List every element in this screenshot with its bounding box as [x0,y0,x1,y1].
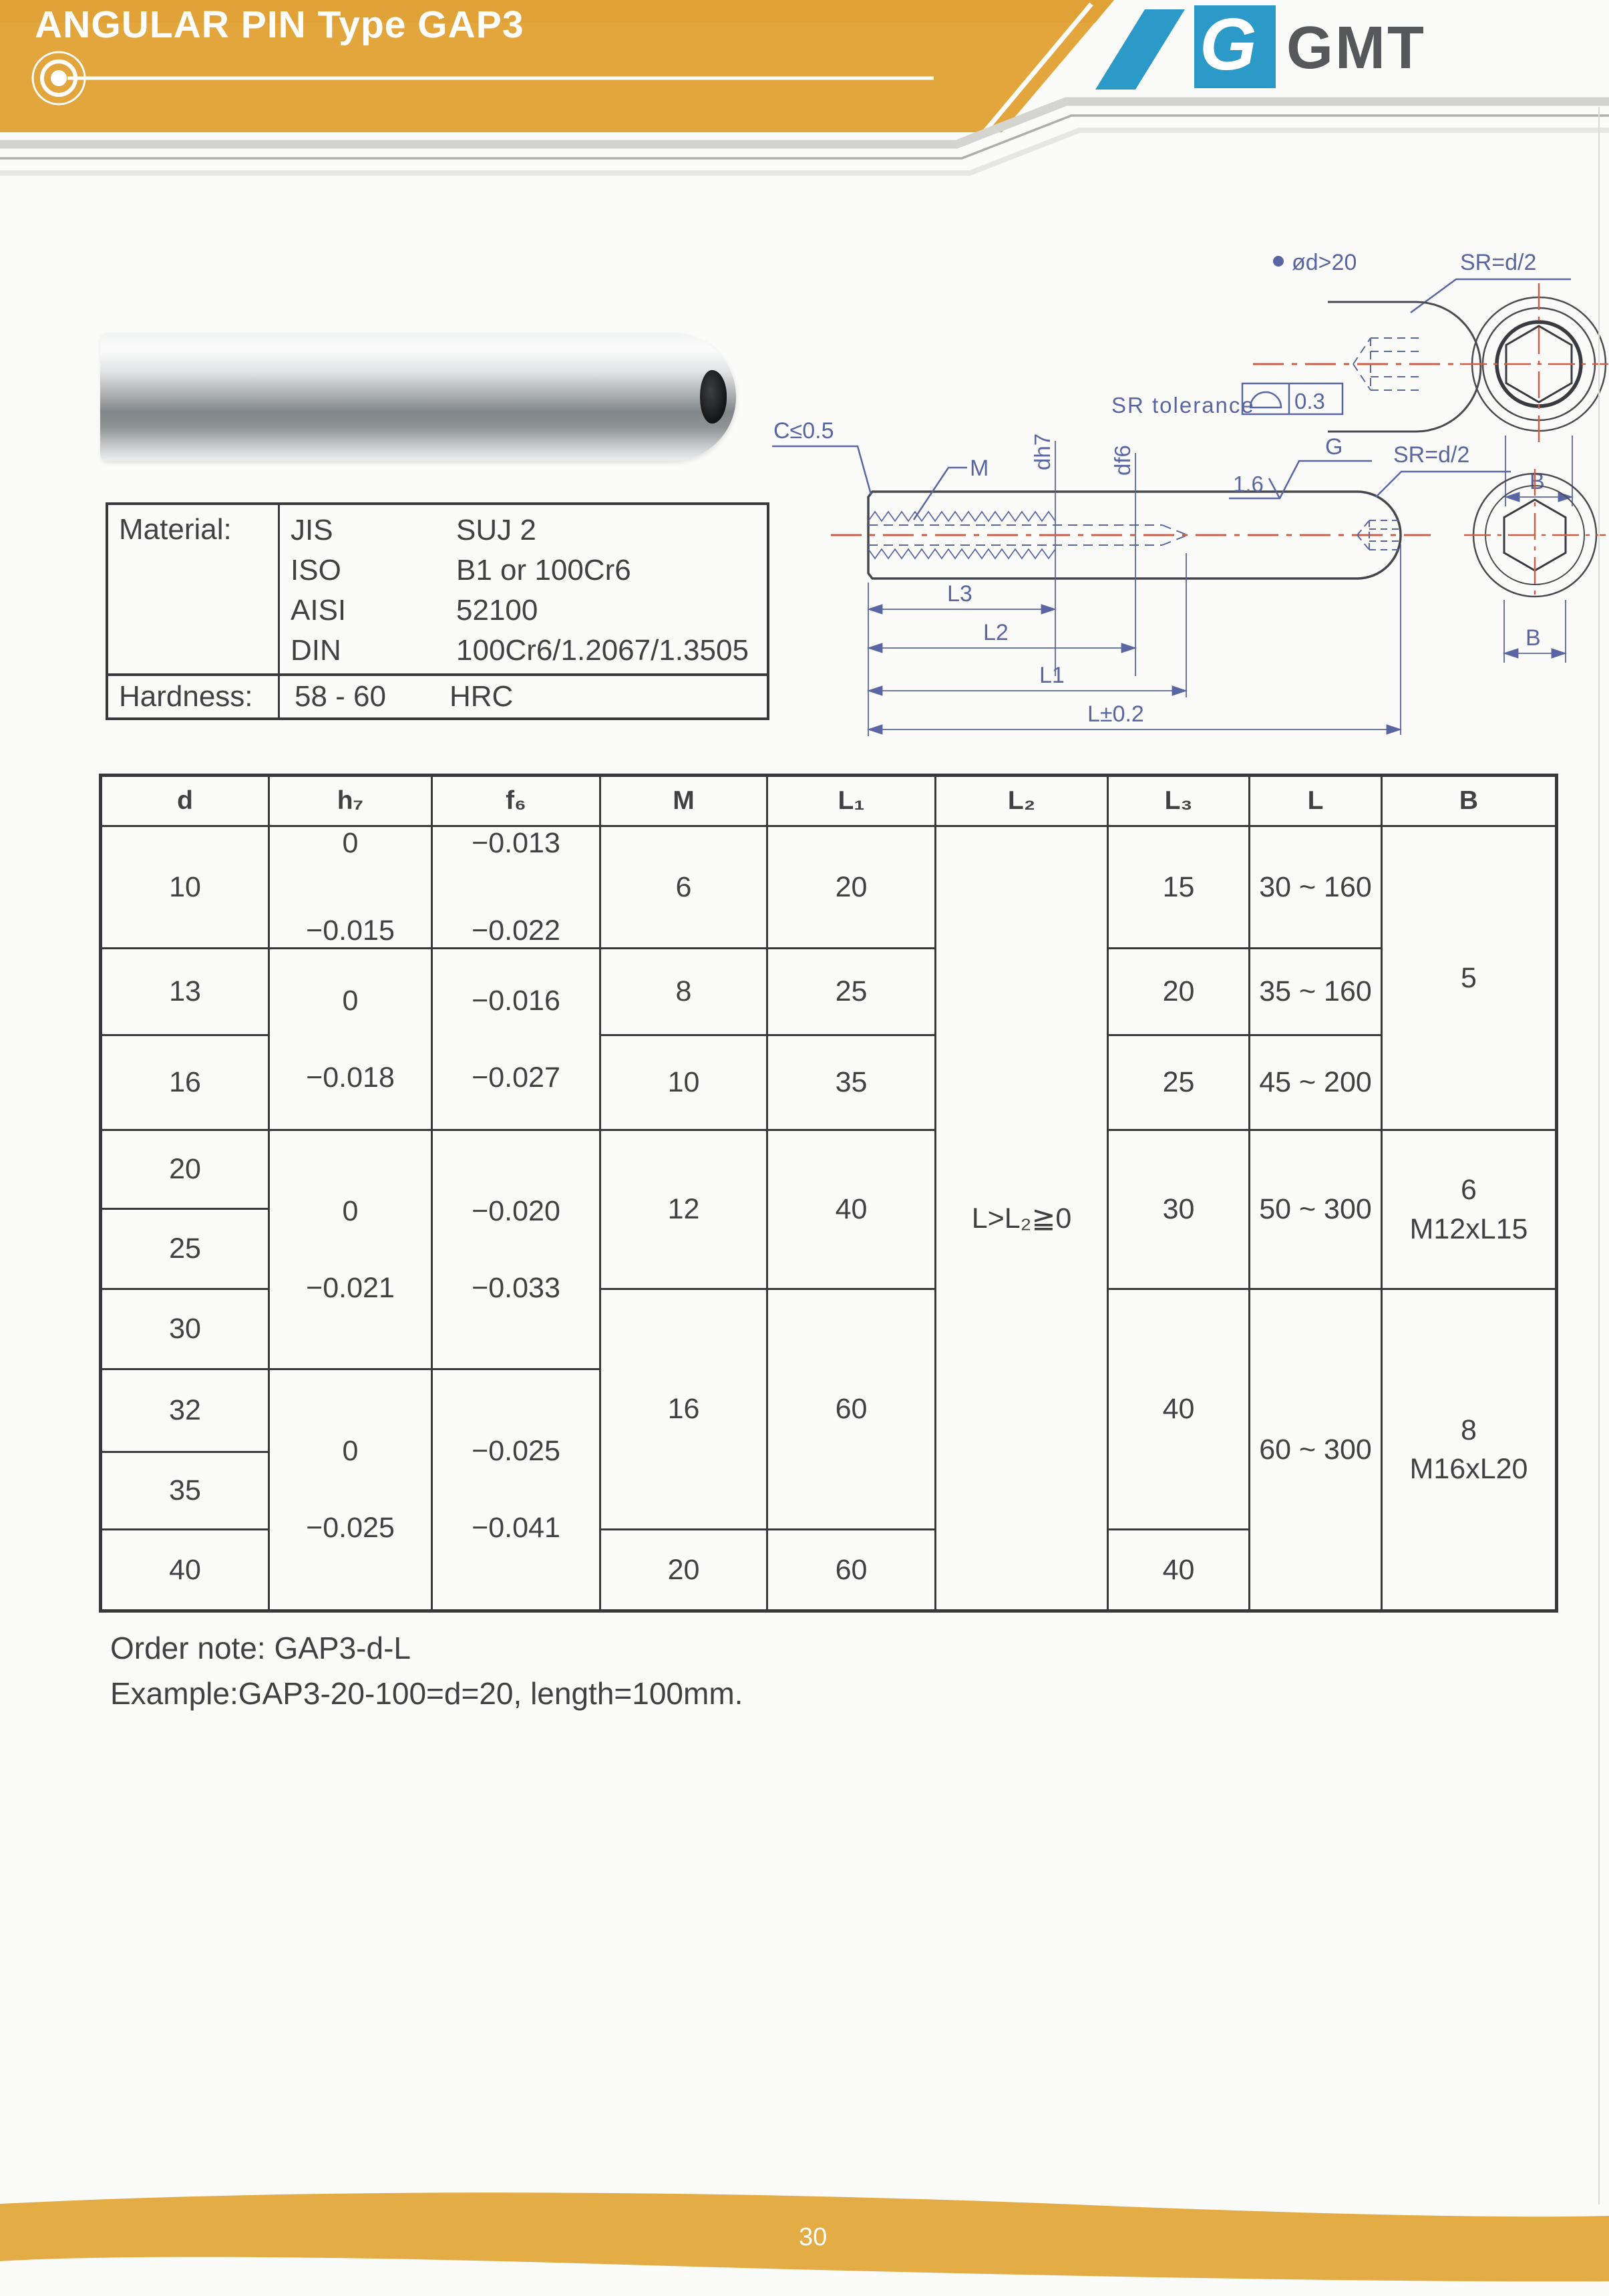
cell-l: 60 ~ 300 [1250,1289,1382,1611]
col-header-f6: f₆ [432,776,600,826]
example-note: Example:GAP3-20-100=d=20, length=100mm. [110,1676,743,1711]
hardness-unit: HRC [449,680,514,713]
material-value: 100Cr6/1.2067/1.3505 [456,634,749,667]
table-row-d13 [101,949,1557,1035]
sr-symbol-icon [1250,392,1281,407]
header-row [101,776,1557,826]
cell-l1: 20 [767,826,936,949]
dh7-label: dh7 [1030,433,1055,470]
detail-note-label: ød>20 [1292,250,1357,275]
material-standard: ISO [291,554,341,587]
material-section [108,505,767,676]
cell-l3: 15 [1108,826,1250,949]
material-standard: DIN [291,634,341,667]
logo-stripe [1095,9,1185,90]
material-row-din [280,631,767,671]
material-row-iso [280,550,767,591]
cell-d: 30 [101,1289,269,1369]
cell-l1: 25 [767,949,936,1035]
roughness-value: 1.6 [1233,472,1264,496]
table-row-d20 [101,1130,1557,1209]
table-row-d10 [101,826,1557,949]
cell-l: 45 ~ 200 [1250,1035,1382,1130]
cell-f6: −0.013 −0.022 [432,826,600,949]
material-row-aisi [280,591,767,631]
cell-m: 16 [600,1289,767,1530]
pin-socket-hole [700,370,727,424]
material-label: Material: [119,513,232,546]
cell-l1: 35 [767,1035,936,1130]
logo-g: G [1200,3,1257,86]
cell-d: 16 [101,1035,269,1130]
cell-l: 50 ~ 300 [1250,1130,1382,1289]
detail-sr-label: SR=d/2 [1460,250,1537,275]
material-standard: JIS [291,514,333,546]
hardness-value: 58 - 60 [295,680,386,713]
cell-l2-condition: L>L₂≧0 [936,826,1108,1611]
cell-h7: 0 −0.018 [269,949,432,1130]
cell-h7: 0 −0.021 [269,1130,432,1369]
cell-d: 10 [101,826,269,949]
dim-ltotal-label: L±0.2 [1087,701,1144,727]
sr-tolerance-note [1111,383,1343,418]
cell-d: 40 [101,1530,269,1611]
cell-l1: 60 [767,1289,936,1530]
spec-table [99,774,1558,1613]
detail-end-view [1460,283,1608,446]
cell-l: 30 ~ 160 [1250,826,1382,949]
dim-b-main-label: B [1526,625,1541,651]
cell-f6: −0.025 −0.041 [432,1369,600,1611]
sr-tolerance-label: SR tolerance [1111,393,1255,418]
material-value: SUJ 2 [456,514,536,546]
spec-table-wrap [99,774,1558,1613]
cell-d: 25 [101,1209,269,1289]
dim-l3-label: L3 [947,581,972,607]
dim-l1-label: L1 [1039,663,1065,688]
cell-l1: 40 [767,1130,936,1289]
detail-view [1253,250,1608,506]
chamfer-label: C≤0.5 [773,418,834,444]
material-value: B1 or 100Cr6 [456,554,631,587]
g-zone-label: G [1325,434,1343,460]
cell-l3: 40 [1108,1530,1250,1611]
col-header-b: B [1382,776,1557,826]
cell-m: 8 [600,949,767,1035]
cell-b-small: 5 [1382,826,1557,1130]
page-title: ANGULAR PIN Type GAP3 [35,3,524,46]
logo-text: GMT [1286,15,1426,81]
thread-label: M [970,456,989,481]
cell-b-large: 8 M16xL20 [1382,1289,1557,1611]
page-number: 30 [799,2223,828,2251]
col-header-d: d [101,776,269,826]
cell-d: 32 [101,1369,269,1452]
sr-tolerance-value: 0.3 [1294,389,1325,414]
material-standard: AISI [291,594,347,627]
col-header-l: L [1250,776,1382,826]
pin-photo [100,333,736,461]
material-value: 52100 [456,594,538,627]
col-header-l1: L₁ [767,776,936,826]
cell-d: 20 [101,1130,269,1209]
material-table [106,502,769,720]
col-header-h7: h₇ [269,776,432,826]
df6-label: df6 [1110,445,1135,476]
cell-h7: 0 −0.025 [269,1369,432,1611]
col-header-m: M [600,776,767,826]
dim-l2-label: L2 [983,620,1009,645]
cell-m: 10 [600,1035,767,1130]
material-row-jis [280,510,767,550]
cell-l3: 40 [1108,1289,1250,1530]
cell-h7: 0 −0.015 [269,826,432,949]
cell-l3: 30 [1108,1130,1250,1289]
sr-main-label: SR=d/2 [1393,442,1470,468]
footer-band [0,2181,1609,2296]
dim-b-detail-label: B [1530,469,1545,494]
cell-m: 12 [600,1130,767,1289]
cell-f6: −0.016 −0.027 [432,949,600,1130]
hardness-label: Hardness: [119,680,253,713]
gmt-logo [1095,3,1426,90]
cell-d: 13 [101,949,269,1035]
cell-l: 35 ~ 160 [1250,949,1382,1035]
main-end-view [1464,469,1606,601]
cell-d: 35 [101,1452,269,1530]
cell-m: 20 [600,1530,767,1611]
cell-f6: −0.020 −0.033 [432,1130,600,1369]
material-specs [278,505,767,673]
cell-m: 6 [600,826,767,949]
order-note: Order note: GAP3-d-L [110,1631,411,1665]
cell-l1: 60 [767,1530,936,1611]
col-header-l2: L₂ [936,776,1108,826]
col-header-l3: L₃ [1108,776,1250,826]
main-view [772,418,1606,736]
hardness-row [108,676,767,717]
cell-l3: 20 [1108,949,1250,1035]
cell-b-mid: 6 M12xL15 [1382,1130,1557,1289]
page-edge-line [1598,107,1600,2204]
cell-l3: 25 [1108,1035,1250,1130]
